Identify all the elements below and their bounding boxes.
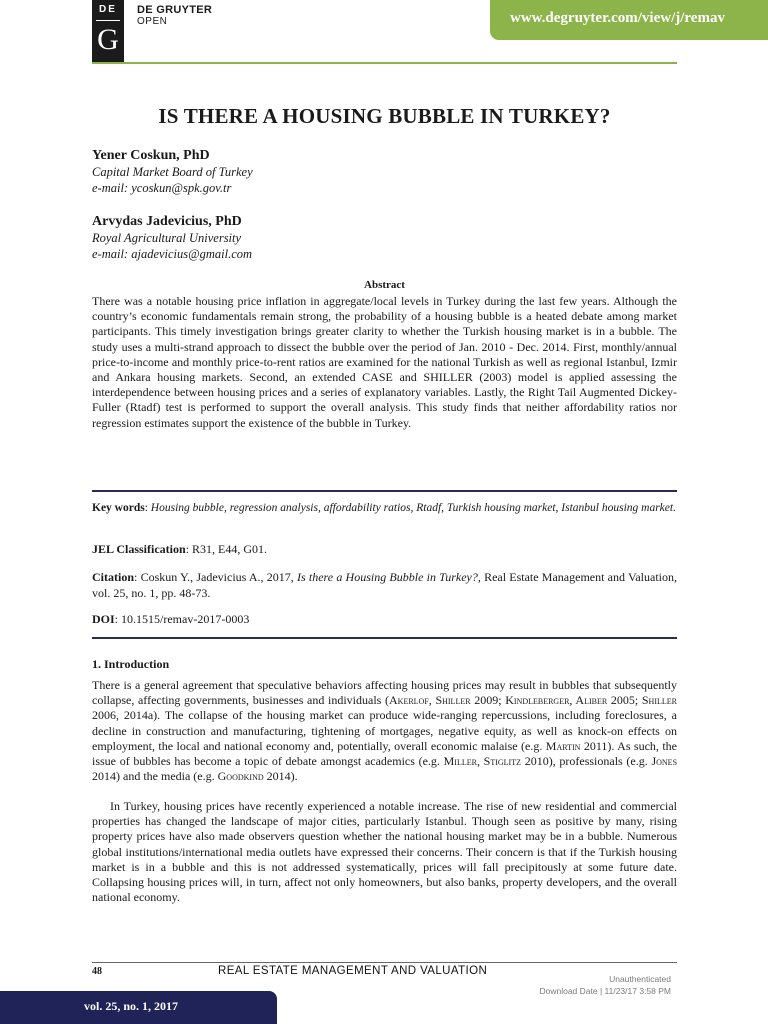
author-affiliation: Royal Agricultural University (92, 231, 242, 245)
journal-name: REAL ESTATE MANAGEMENT AND VALUATION (218, 965, 488, 977)
publisher-sub: OPEN (137, 16, 168, 27)
author-affiliation: Capital Market Board of Turkey (92, 165, 253, 179)
author-block (92, 214, 252, 262)
volume-tab: vol. 25, no. 1, 2017 (0, 991, 277, 1024)
citation-ref: Kindleberger, Aliber (505, 693, 608, 708)
article-title: IS THERE A HOUSING BUBBLE IN TURKEY? (158, 104, 611, 128)
download-stamp (539, 973, 671, 997)
citation: Citation: Coskun Y., Jadevicius A., 2017, Is there a Housing Bubble in Turkey?, Real Estate Management and Valuation, vol. 25, no. 1, pp. 48-73. (92, 570, 677, 600)
footer-divider (92, 962, 677, 963)
text-run: 2010), professionals (e.g. (521, 754, 652, 769)
text-run: 2009; (470, 693, 506, 708)
doi-label: DOI (92, 612, 115, 626)
citation-label: Citation (92, 570, 134, 584)
jel-label: JEL Classification (92, 542, 186, 556)
keywords: Key words: Housing bubble, regression analysis, affordability ratios, Rtadf, Turkish housing market, Istanbul housing market. (92, 502, 676, 514)
citation-ref: Goodkind (217, 769, 264, 784)
citation-ref: Martin (545, 738, 581, 753)
text-run: There is a general agreement that speculative behaviors affecting housing prices may result in bubbles that subsequently collapse, affecting governments, businesses and individuals ( (92, 678, 677, 708)
intro-paragraph: In Turkey, housing prices have recently experienced a notable increase. The rise of new residential and commercial properties has changed the landscape of major cities, particularly Istanbul. Though seen as positive by many, rising property prices have also made observers question whether the national housing market may be in a bubble. Numerous global institutions/international media outlets have expressed their concerns. Their concern is that if the Turkish housing market is in a bubble and this is not addressed systematically, prices will fall precipitously at some future date. Collapsing housing prices will, in turn, affect not only homeowners, but also banks, property developers, and the overall national economy. (92, 799, 677, 905)
jel-codes: R31, E44, G01. (192, 542, 268, 556)
citation-ref: Miller, Stiglitz (443, 754, 521, 769)
citation-title: Is there a Housing Bubble in Turkey? (297, 570, 478, 584)
section-divider (92, 637, 677, 639)
text-run: 2014). (263, 769, 298, 784)
citation-ref: Akerlof, Shiller (389, 693, 471, 708)
keywords-text: Housing bubble, regression analysis, affordability ratios, Rtadf, Turkish housing market, Istanbul housing market. (150, 502, 676, 514)
abstract-text: There was a notable housing price inflation in aggregate/local levels in Turkey during the last few years. Although the country’s economic fundamentals remain strong, the probability of a housing bubble is a heated debate among market participants. This timely investigation brings greater clarity to whether the Turkish housing market is in a bubble. The study uses a multi-strand approach to dissect the bubble over the period of Jan. 2010 - Dec. 2014. First, monthly/annual price-to-income and monthly price-to-rent ratios are examined for the national Turkish as well as regional Istanbul, Izmir and Ankara housing markets. Second, an extended CASE and SHILLER (2003) model is applied assessing the interdependence between housing prices and a series of explanatory variables. Lastly, the Right Tail Augmented Dickey-Fuller (Rtadf) test is performed to support the overall analysis. This study finds that neither affordability ratios nor regression estimates support the existence of the bubble in Turkey. (92, 294, 677, 430)
author-name: Yener Coskun, PhD (92, 148, 210, 163)
author-email[interactable]: e-mail: ajadevicius@gmail.com (92, 247, 253, 261)
citation-source: , Real Estate Management and Valuation, vol. 25, no. 1, pp. 48-73. (92, 570, 677, 600)
logo-divider (96, 20, 120, 21)
keywords-label: Key words (92, 502, 145, 514)
intro-paragraph (92, 678, 677, 784)
text-run: 2005; (607, 693, 642, 708)
publisher-logo (92, 0, 124, 62)
text-run: 2006, 2014a). The collapse of the housing market can produce wide-ranging repercussions, including foreclosures, a decline in construction and manufacturing, tightening of mortgages, negative equity, as well as knock-on effects on employment, the local and national economy and, potentially, overall economic malaise (e.g. (92, 708, 677, 753)
page-number: 48 (92, 966, 102, 977)
publisher-brand (137, 5, 212, 27)
section-heading: 1. Introduction (92, 657, 170, 671)
jel-classification: JEL Classification: R31, E44, G01. (92, 542, 268, 556)
citation-authors: Coskun Y., Jadevicius A., 2017, (140, 570, 294, 584)
logo-g-text: G (97, 23, 119, 56)
doi-link[interactable]: 10.1515/remav-2017-0003 (121, 612, 250, 626)
journal-url-link[interactable]: www.degruyter.com/view/j/remav (490, 0, 768, 40)
download-date: Download Date | 11/23/17 3:58 PM (539, 986, 671, 996)
abstract-heading: Abstract (364, 279, 405, 291)
text-run: 2011). As such, the issue of bubbles has become a topic of debate amongst academics (e.g. (92, 738, 677, 769)
doi: DOI: 10.1515/remav-2017-0003 (92, 612, 250, 626)
author-block (92, 148, 253, 196)
logo-de-text: DE (99, 4, 117, 15)
publisher-name: DE GRUYTER (137, 4, 213, 16)
author-email[interactable]: e-mail: ycoskun@spk.gov.tr (92, 181, 232, 195)
text-run: 2014) and the media (e.g. (92, 769, 218, 784)
unauthenticated-label: Unauthenticated (609, 974, 671, 984)
citation-ref: Jones (651, 754, 678, 769)
author-name: Arvydas Jadevicius, PhD (92, 214, 242, 229)
section-divider (92, 490, 677, 492)
citation-ref: Shiller (641, 693, 677, 708)
header-divider (92, 62, 677, 64)
